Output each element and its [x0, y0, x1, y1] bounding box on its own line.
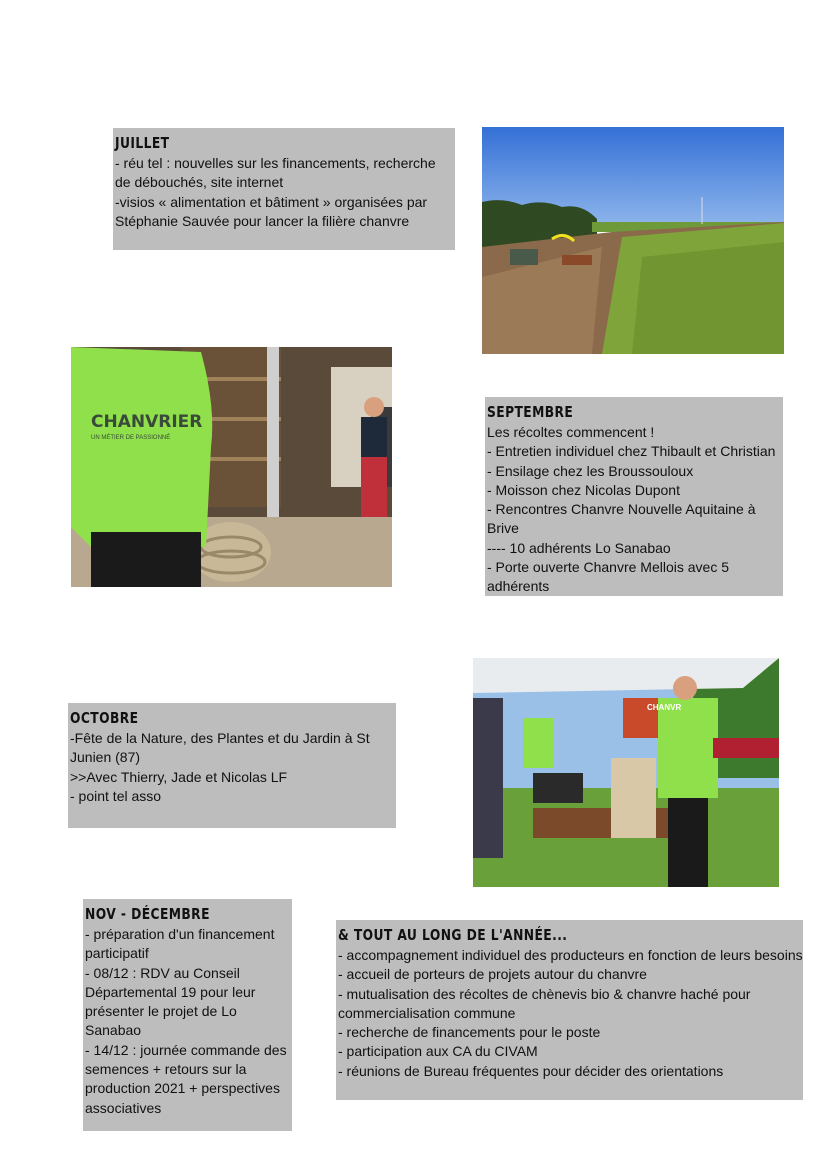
- septembre-box: [485, 397, 783, 596]
- annee-line: - participation aux CA du CIVAM: [338, 1043, 538, 1060]
- juillet-line: - réu tel : nouvelles sur les financements, recherche de débouchés, site internet: [115, 155, 440, 191]
- novdec-line: - 08/12 : RDV au Conseil Départemental 19 pour leur présenter le projet de Lo Sanabao: [85, 964, 260, 1039]
- septembre-line: - Porte ouverte Chanvre Mellois avec 5 adhérents: [487, 559, 733, 595]
- septembre-line: - Rencontres Chanvre Nouvelle Aquitaine à Brive: [487, 501, 760, 537]
- photo-warehouse: [71, 347, 392, 587]
- juillet-title: JUILLET: [115, 134, 170, 152]
- septembre-line: - Moisson chez Nicolas Dupont: [487, 481, 680, 498]
- annee-box: [336, 920, 803, 1100]
- annee-title: & TOUT AU LONG DE L'ANNÉE...: [338, 926, 568, 944]
- photo-field-harvest: [482, 127, 784, 354]
- octobre-line: - point tel asso: [70, 787, 162, 804]
- septembre-line: - Ensilage chez les Broussouloux: [487, 462, 694, 479]
- annee-line: - accompagnement individuel des producteurs en fonction de leurs besoins: [338, 947, 803, 963]
- stand-banner-text: CHANVR: [647, 703, 682, 712]
- annee-line: - accueil de porteurs de projets autour du chanvre: [338, 966, 647, 983]
- octobre-line: -Fête de la Nature, des Plantes et du Jardin à St Junien (87): [70, 730, 374, 766]
- novdec-title: NOV - DÉCEMBRE: [85, 905, 210, 923]
- septembre-title: SEPTEMBRE: [487, 403, 574, 421]
- shirt-subtext: UN MÉTIER DE PASSIONNÉ: [91, 435, 171, 441]
- septembre-line: Les récoltes commencent !: [487, 424, 655, 440]
- octobre-title: OCTOBRE: [70, 709, 139, 727]
- photo-stand: [473, 658, 779, 887]
- novdec-line: - préparation d'un financement participatif: [85, 926, 279, 962]
- novdec-box: [83, 899, 292, 1131]
- octobre-box: [68, 703, 396, 828]
- juillet-box: [113, 128, 455, 250]
- octobre-line: >>Avec Thierry, Jade et Nicolas LF: [70, 768, 288, 785]
- septembre-line: - Entretien individuel chez Thibault et Christian: [487, 443, 776, 460]
- juillet-line: -visios « alimentation et bâtiment » organisées par Stéphanie Sauvée pour lancer la filière chanvre: [115, 193, 431, 229]
- annee-line: - recherche de financements pour le poste: [338, 1024, 601, 1041]
- annee-line: - réunions de Bureau fréquentes pour décider des orientations: [338, 1062, 724, 1079]
- septembre-line: ---- 10 adhérents Lo Sanabao: [487, 539, 671, 556]
- annee-line: - mutualisation des récoltes de chènevis bio & chanvre haché pour commercialisation commune: [338, 985, 755, 1021]
- shirt-text: CHANVRIER: [91, 412, 203, 432]
- novdec-line: - 14/12 : journée commande des semences + retours sur la production 2021 + perspectives associatives: [85, 1041, 291, 1116]
